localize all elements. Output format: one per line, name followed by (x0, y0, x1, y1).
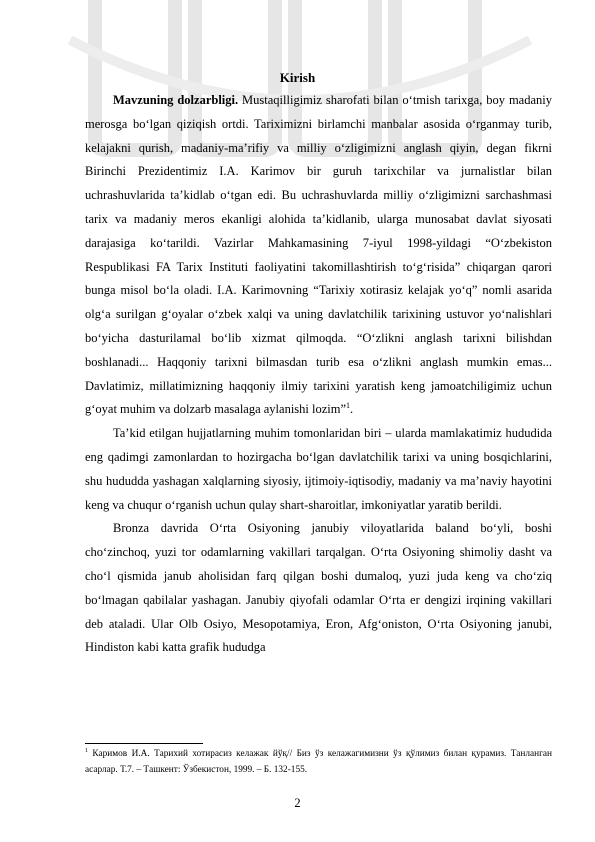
paragraph-relevance (85, 89, 552, 422)
body-text (85, 89, 552, 660)
footnote (85, 746, 552, 778)
footnote-text: Каримов И.А. Тарихий хотирасиз келажак йўқ// Биз ўз келажагимизни ўз қўлимиз билан қурамиз. Танланган асарлар. Т.7. – Тaшкент: Ўзбекистон, 1999. – Б. 132-155. (85, 749, 552, 775)
relevance-text: Mustaqilligimiz sharofati bilan o‘tmish tarixga, boy madaniy merosga bo‘lgan qiziqish ortdi. Tariximizni birlamchi manbalar asosida o‘rganmay turib, kelajakni qurish, madaniy-ma’rifiy va milliy o‘zligimizni anglash qiyin, degan fikrni Birinchi Prezidentimiz I.A. Karimov bir guruh tarixchilar va jurnalistlar bilan uchrashuvlarida ta’kidlab o‘tgan edi. Bu uchrashuvlarda milliy o‘zligimizni sarchashmasi tarix va madaniy meros ekanligi alohida ta’kidlanib, ularga munosabat davlat siyosati darajasiga ko‘tarildi. Vazirlar Mahkamasining 7-iyul 1998-yildagi “O‘zbekiston Respublikasi FA Tarix Instituti faoliyatini takomillashtirish to‘g‘risida” chiqargan qarori bunga misol bo‘la oladi. I.A. Karimovning “Tarixiy xotirasiz kelajak yo‘q” nomli asarida olg‘a surilgan g‘oyalar o‘zbek xalqi va uning davlatchilik tarixining ustuvor yo‘nalishlari bo‘yicha dasturilamal bo‘lib xizmat qilmoqda. “O‘zlikni anglash tarixni bilishdan boshlanadi... Haqqoniy tarixni bilmasdan turib esa o‘zlikni anglash mumkin emas... Davlatimiz, millatimizning haqqoniy ilmiy tarixini yaratish keng jamoatchiligimiz uchun g‘oyat muhim va dolzarb masalaga aylanishi lozim” (85, 93, 552, 417)
page-number: 2 (294, 796, 301, 810)
section-heading: Kirish (279, 70, 316, 85)
paragraph-documents: Ta’kid etilgan hujjatlarning muhim tomonlaridan biri – ularda mamlakatimiz hududida eng qadimgi zamonlardan to hozirgacha bo‘lgan davlatchilik tarixi va uning bosqichlarini, shu hududda yashagan xalqlarning siyosiy, ijtimoiy-iqtisodiy, madaniy va ma’naviy hayotini keng va chuqur o‘rganish uchun qulay shart-sharoitlar, imkoniyatlar yaratib berildi. (85, 426, 552, 512)
paragraph-bronze-age: Bronza davrida O‘rta Osiyoning janubiy viloyatlarida baland bo‘yli, boshi cho‘zinchoq, yuzi tor odamlarning vakillari tarqalgan. O‘rta Osiyoning shimoliy dasht va cho‘l qismida janub aholisidan farq qilgan boshi dumaloq, yuzi juda keng va cho‘ziq bo‘lmagan qabilalar yashagan. Janubiy qiyofali odamlar O‘rta er dengizi irqining vakillari deb ataladi. Ular Olb Osiyo, Mesopotamiya, Eron, Afg‘oniston, O‘rta Osiyoning janubi, Hindiston kabi katta grafik hududga (85, 521, 552, 655)
relevance-lead: Mavzuning dolzarbligi. (113, 93, 239, 107)
footnote-divider (85, 743, 203, 744)
paragraph-end: . (350, 402, 354, 417)
footnote-reference[interactable]: 1 (346, 401, 351, 411)
footnote-number: 1 (85, 747, 88, 754)
